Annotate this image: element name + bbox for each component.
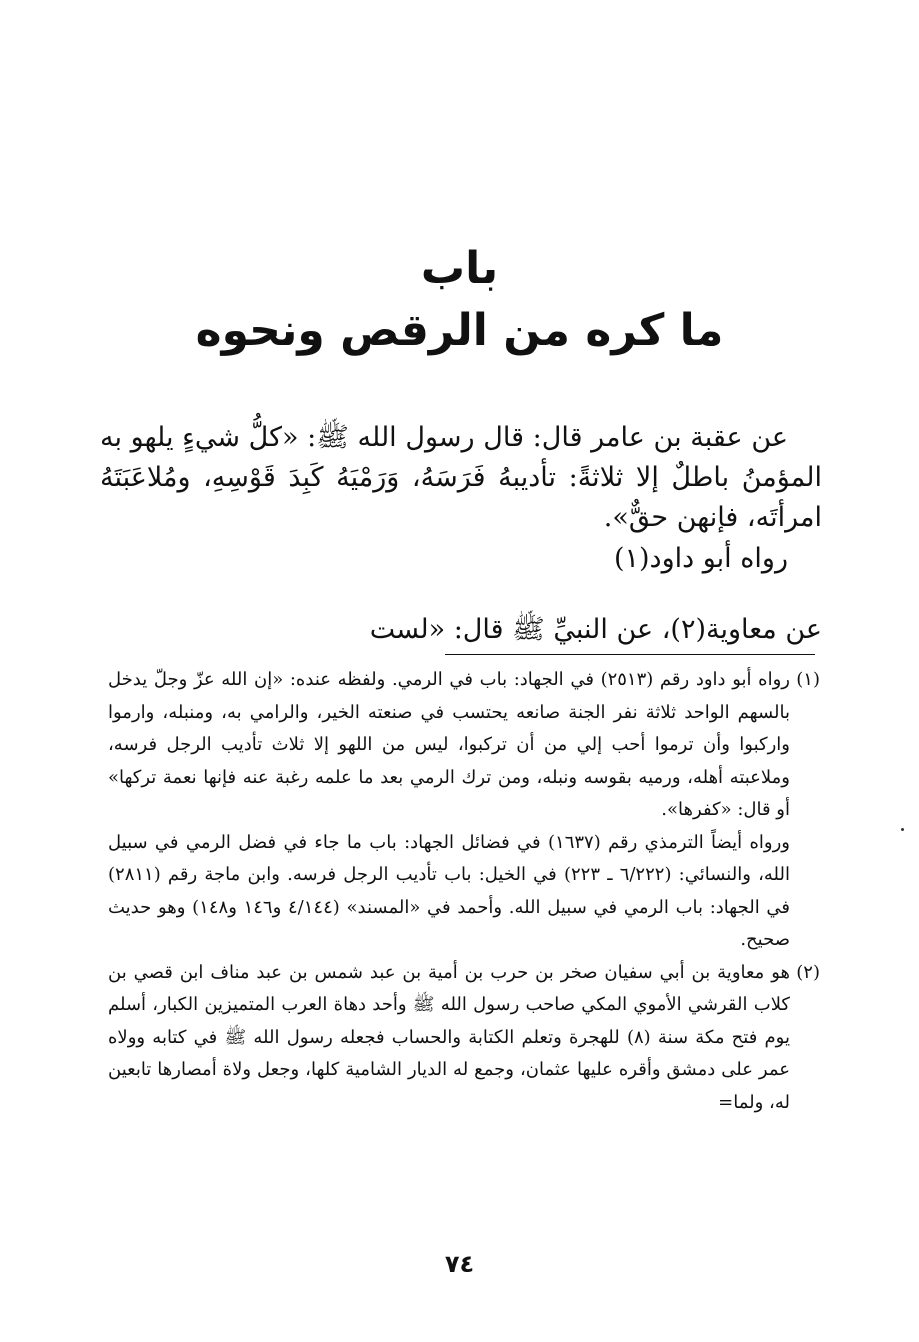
footnote-1-text: رواه أبو داود رقم (٢٥١٣) في الجهاد: باب في الرمي. ولفظه عنده: «إن الله عزّ وجلّ يدخل بالسهم الواحد ثلاثة نفر الجنة صانعه يحتسب في صنعته الخير، والرامي به، ومنبله، وارموا واركبوا وأن ترموا أحب إلي من أن تركبوا، ليس من اللهو إلا ثلاث تأديب الرجل فرسه، وملاعبته أهله، ورميه بقوسه ونبله، ومن ترك الرمي بعد ما علمه رغبة عنه فإنها نعمة تركها» أو قال: «كفرها». — [108, 669, 790, 820]
hadith-two-text: عن معاوية(٢)، عن النبيِّ ﷺ قال: «لست — [369, 614, 822, 645]
hadith-one-attribution: رواه أبو داود(١) — [613, 543, 788, 574]
footnote-1 — [108, 664, 820, 827]
page-number: ٧٤ — [444, 1250, 475, 1278]
hadith-one-text: عن عقبة بن عامر قال: قال رسول الله ﷺ: «كلُّ شيءٍ يلهو به المؤمنُ باطلٌ إلا ثلاثةً: تأديبهُ فَرَسَهُ، وَرَمْيَهُ كَبِدَ قَوْسِهِ، ومُلاعَبَتَهُ امرأتَه، فإنهن حقٌّ». — [100, 422, 822, 533]
hadith-one — [100, 418, 822, 580]
footnote-2-number: (٢) — [796, 961, 820, 983]
footnotes — [108, 664, 820, 1119]
footnote-2-text: هو معاوية بن أبي سفيان صخر بن حرب بن أمية بن عبد شمس بن عبد مناف ابن قصي بن كلاب القرشي الأموي المكي صاحب رسول الله ﷺ وأحد دهاة العرب المتميزين الكبار، أسلم يوم فتح مكة سنة (٨) للهجرة وتعلم الكتابة والحساب فجعله رسول الله ﷺ في كتابه وولاه عمر على دمشق وأقره عليها عثمان، وجمع له الديار الشامية كلها، وجعل ولاة أمصارها تابعين له، ولما= — [108, 961, 790, 1113]
chapter-heading: باب — [420, 243, 499, 294]
footnote-1-continuation: ورواه أيضاً الترمذي رقم (١٦٣٧) في فضائل الجهاد: باب ما جاء في فضل الرمي في سبيل الله، والنسائي: (٦/٢٢٢ ـ ٢٢٣) في الخيل: باب تأديب الرجل فرسه. وابن ماجة رقم (٢٨١١) في الجهاد: باب الرمي في سبيل الله. وأحمد في «المسند» (٤/١٤٤ و١٤٦ و١٤٨) وهو حديث صحيح. — [108, 831, 791, 950]
footnote-separator — [445, 654, 815, 655]
chapter-title: ما كره من الرقص ونحوه — [195, 305, 724, 356]
footnote-2 — [108, 957, 820, 1120]
footnote-1-number: (١) — [796, 669, 820, 690]
scan-speck — [901, 828, 904, 831]
chapter-title-block — [0, 238, 919, 362]
